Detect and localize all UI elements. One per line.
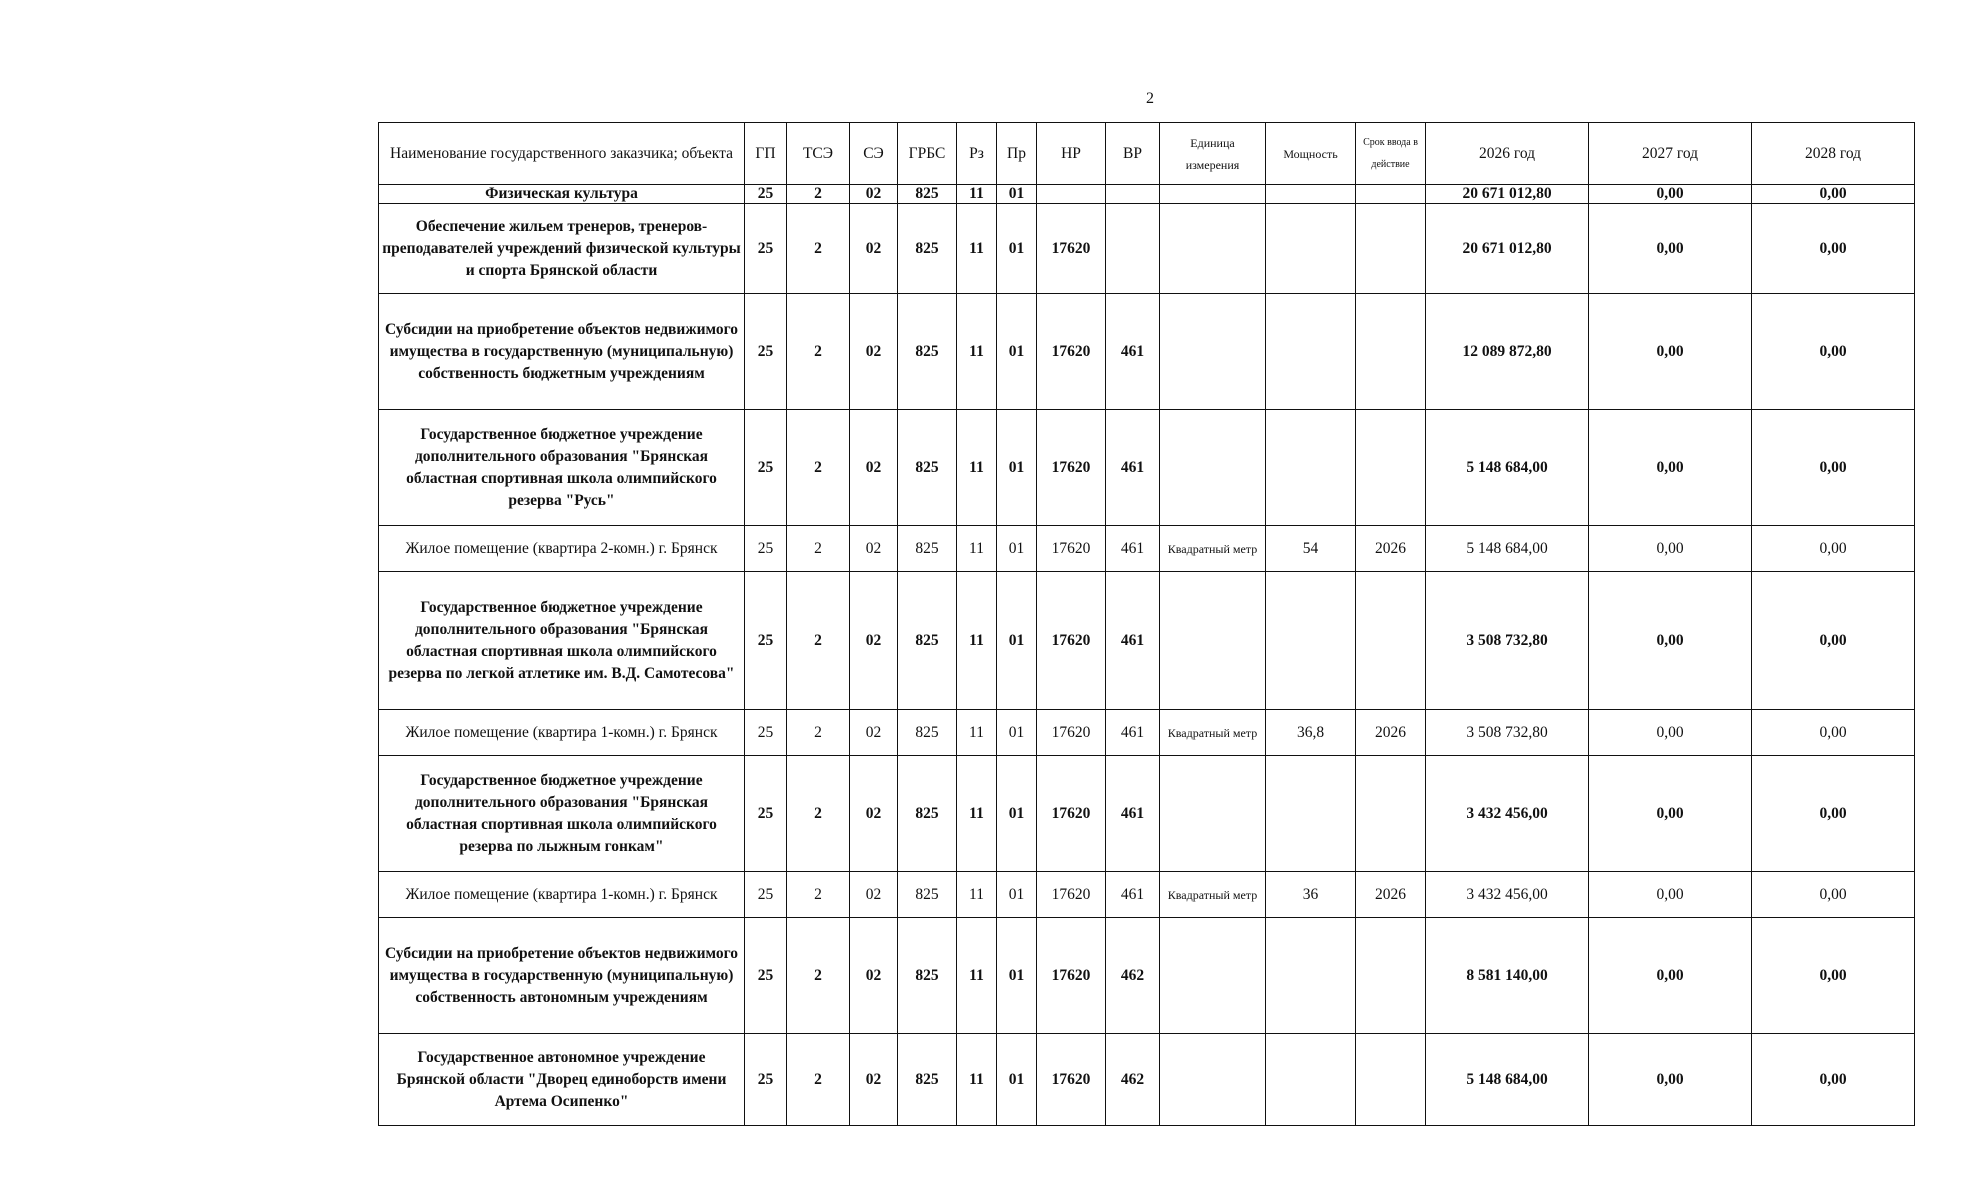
cell-gp: 25 [745,756,787,872]
cell-unit: Квадратный метр [1160,526,1266,572]
cell-2026: 3 508 732,80 [1426,572,1589,710]
cell-2028: 0,00 [1752,1034,1915,1126]
cell-gp: 25 [745,204,787,294]
cell-nr: 17620 [1037,526,1106,572]
table-row [379,572,1915,710]
cell-rz: 11 [957,918,997,1034]
cell-pr: 01 [997,710,1037,756]
table-row [379,756,1915,872]
cell-se: 02 [850,918,898,1034]
cell-vr: 461 [1106,756,1160,872]
cell-rz: 11 [957,872,997,918]
cell-grbs: 825 [898,294,957,410]
page-number: 2 [1146,90,1154,107]
table-row [379,410,1915,526]
cell-nr: 17620 [1037,204,1106,294]
cell-term: 2026 [1356,872,1426,918]
cell-gp: 25 [745,572,787,710]
cell-rz: 11 [957,756,997,872]
cell-rz: 11 [957,185,997,204]
cell-gp: 25 [745,872,787,918]
cell-2026: 12 089 872,80 [1426,294,1589,410]
cell-name: Субсидии на приобретение объектов недвижимого имущества в государственную (муниципальную) собственность автономным учреждениям [379,918,745,1034]
header-nr: НР [1037,123,1106,185]
cell-rz: 11 [957,572,997,710]
cell-name: Физическая культура [379,185,745,204]
cell-unit [1160,204,1266,294]
cell-rz: 11 [957,204,997,294]
cell-vr: 461 [1106,572,1160,710]
cell-name: Государственное бюджетное учреждение дополнительного образования "Брянская областная спортивная школа олимпийского резерва по лыжным гонкам" [379,756,745,872]
cell-2027: 0,00 [1589,185,1752,204]
header-tse: ТСЭ [787,123,850,185]
cell-nr [1037,185,1106,204]
cell-se: 02 [850,185,898,204]
cell-rz: 11 [957,294,997,410]
cell-vr: 462 [1106,1034,1160,1126]
cell-2027: 0,00 [1589,526,1752,572]
cell-name: Государственное бюджетное учреждение дополнительного образования "Брянская областная спортивная школа олимпийского резерва по легкой атлетике им. В.Д. Самотесова" [379,572,745,710]
table-row [379,185,1915,204]
cell-capacity [1266,185,1356,204]
cell-gp: 25 [745,526,787,572]
cell-pr: 01 [997,572,1037,710]
cell-2026: 5 148 684,00 [1426,526,1589,572]
cell-pr: 01 [997,410,1037,526]
header-capacity: Мощность [1266,123,1356,185]
cell-nr: 17620 [1037,572,1106,710]
table-row [379,918,1915,1034]
header-2027: 2027 год [1589,123,1752,185]
cell-rz: 11 [957,710,997,756]
cell-2028: 0,00 [1752,204,1915,294]
cell-grbs: 825 [898,204,957,294]
cell-name: Государственное бюджетное учреждение дополнительного образования "Брянская областная спортивная школа олимпийского резерва "Русь" [379,410,745,526]
cell-vr: 461 [1106,710,1160,756]
header-gp: ГП [745,123,787,185]
cell-nr: 17620 [1037,1034,1106,1126]
cell-grbs: 825 [898,710,957,756]
cell-2027: 0,00 [1589,204,1752,294]
cell-tse: 2 [787,1034,850,1126]
cell-unit [1160,572,1266,710]
table-row [379,710,1915,756]
cell-capacity [1266,756,1356,872]
cell-capacity [1266,1034,1356,1126]
table-row [379,294,1915,410]
cell-grbs: 825 [898,410,957,526]
header-rz: Рз [957,123,997,185]
cell-tse: 2 [787,756,850,872]
cell-2027: 0,00 [1589,410,1752,526]
cell-name: Жилое помещение (квартира 1-комн.) г. Брянск [379,872,745,918]
cell-vr: 461 [1106,526,1160,572]
cell-term [1356,185,1426,204]
table-row [379,526,1915,572]
cell-se: 02 [850,872,898,918]
cell-2028: 0,00 [1752,294,1915,410]
cell-term [1356,572,1426,710]
cell-term [1356,1034,1426,1126]
cell-nr: 17620 [1037,410,1106,526]
cell-grbs: 825 [898,572,957,710]
header-pr: Пр [997,123,1037,185]
cell-2026: 3 432 456,00 [1426,756,1589,872]
cell-term [1356,918,1426,1034]
cell-2026: 5 148 684,00 [1426,410,1589,526]
cell-2026: 20 671 012,80 [1426,185,1589,204]
cell-tse: 2 [787,526,850,572]
cell-2027: 0,00 [1589,294,1752,410]
cell-2028: 0,00 [1752,872,1915,918]
cell-se: 02 [850,204,898,294]
cell-pr: 01 [997,918,1037,1034]
cell-2026: 3 508 732,80 [1426,710,1589,756]
cell-nr: 17620 [1037,756,1106,872]
cell-2028: 0,00 [1752,185,1915,204]
cell-tse: 2 [787,872,850,918]
cell-pr: 01 [997,204,1037,294]
cell-capacity [1266,410,1356,526]
cell-tse: 2 [787,410,850,526]
cell-se: 02 [850,572,898,710]
cell-tse: 2 [787,204,850,294]
cell-nr: 17620 [1037,710,1106,756]
cell-se: 02 [850,294,898,410]
cell-nr: 17620 [1037,918,1106,1034]
cell-nr: 17620 [1037,294,1106,410]
cell-capacity: 36 [1266,872,1356,918]
cell-unit [1160,1034,1266,1126]
cell-pr: 01 [997,1034,1037,1126]
cell-unit [1160,918,1266,1034]
cell-2027: 0,00 [1589,872,1752,918]
cell-2026: 5 148 684,00 [1426,1034,1589,1126]
cell-unit [1160,756,1266,872]
cell-pr: 01 [997,756,1037,872]
cell-gp: 25 [745,294,787,410]
cell-gp: 25 [745,710,787,756]
cell-pr: 01 [997,294,1037,410]
cell-grbs: 825 [898,1034,957,1126]
cell-rz: 11 [957,410,997,526]
cell-name: Жилое помещение (квартира 2-комн.) г. Брянск [379,526,745,572]
header-2026: 2026 год [1426,123,1589,185]
table-header-row [379,123,1915,185]
cell-se: 02 [850,526,898,572]
cell-unit [1160,185,1266,204]
header-name: Наименование государственного заказчика; объекта [379,123,745,185]
cell-tse: 2 [787,572,850,710]
table-row [379,204,1915,294]
cell-vr [1106,185,1160,204]
cell-term [1356,294,1426,410]
header-unit: Единица измерения [1160,123,1266,185]
cell-term [1356,204,1426,294]
cell-vr: 462 [1106,918,1160,1034]
cell-tse: 2 [787,918,850,1034]
cell-rz: 11 [957,1034,997,1126]
cell-vr [1106,204,1160,294]
cell-2026: 3 432 456,00 [1426,872,1589,918]
cell-vr: 461 [1106,294,1160,410]
table-row [379,1034,1915,1126]
header-grbs: ГРБС [898,123,957,185]
cell-capacity [1266,294,1356,410]
cell-tse: 2 [787,710,850,756]
cell-tse: 2 [787,294,850,410]
cell-2027: 0,00 [1589,918,1752,1034]
cell-pr: 01 [997,526,1037,572]
cell-2026: 8 581 140,00 [1426,918,1589,1034]
cell-gp: 25 [745,1034,787,1126]
cell-2028: 0,00 [1752,710,1915,756]
cell-name: Обеспечение жильем тренеров, тренеров-преподавателей учреждений физической культуры и спорта Брянской области [379,204,745,294]
cell-se: 02 [850,410,898,526]
cell-term [1356,756,1426,872]
cell-unit: Квадратный метр [1160,710,1266,756]
cell-capacity [1266,572,1356,710]
cell-2028: 0,00 [1752,918,1915,1034]
cell-pr: 01 [997,872,1037,918]
header-se: СЭ [850,123,898,185]
cell-gp: 25 [745,410,787,526]
cell-unit [1160,410,1266,526]
cell-rz: 11 [957,526,997,572]
cell-grbs: 825 [898,526,957,572]
cell-unit: Квадратный метр [1160,872,1266,918]
cell-2026: 20 671 012,80 [1426,204,1589,294]
header-term: Срок ввода в действие [1356,123,1426,185]
cell-2028: 0,00 [1752,526,1915,572]
cell-se: 02 [850,756,898,872]
cell-name: Жилое помещение (квартира 1-комн.) г. Брянск [379,710,745,756]
cell-2028: 0,00 [1752,410,1915,526]
cell-2027: 0,00 [1589,1034,1752,1126]
cell-se: 02 [850,1034,898,1126]
cell-se: 02 [850,710,898,756]
cell-gp: 25 [745,185,787,204]
cell-grbs: 825 [898,185,957,204]
cell-unit [1160,294,1266,410]
header-2028: 2028 год [1752,123,1915,185]
cell-2027: 0,00 [1589,756,1752,872]
cell-grbs: 825 [898,918,957,1034]
table-row [379,872,1915,918]
cell-capacity [1266,918,1356,1034]
cell-term: 2026 [1356,526,1426,572]
budget-table [378,122,1915,1126]
cell-name: Субсидии на приобретение объектов недвижимого имущества в государственную (муниципальную) собственность бюджетным учреждениям [379,294,745,410]
cell-gp: 25 [745,918,787,1034]
cell-2027: 0,00 [1589,572,1752,710]
cell-term [1356,410,1426,526]
header-vr: ВР [1106,123,1160,185]
cell-vr: 461 [1106,872,1160,918]
cell-2028: 0,00 [1752,756,1915,872]
cell-capacity: 54 [1266,526,1356,572]
cell-grbs: 825 [898,756,957,872]
cell-vr: 461 [1106,410,1160,526]
cell-tse: 2 [787,185,850,204]
cell-name: Государственное автономное учреждение Брянской области "Дворец единоборств имени Артема Осипенко" [379,1034,745,1126]
cell-nr: 17620 [1037,872,1106,918]
cell-grbs: 825 [898,872,957,918]
cell-term: 2026 [1356,710,1426,756]
cell-2027: 0,00 [1589,710,1752,756]
cell-capacity [1266,204,1356,294]
cell-capacity: 36,8 [1266,710,1356,756]
cell-2028: 0,00 [1752,572,1915,710]
cell-pr: 01 [997,185,1037,204]
